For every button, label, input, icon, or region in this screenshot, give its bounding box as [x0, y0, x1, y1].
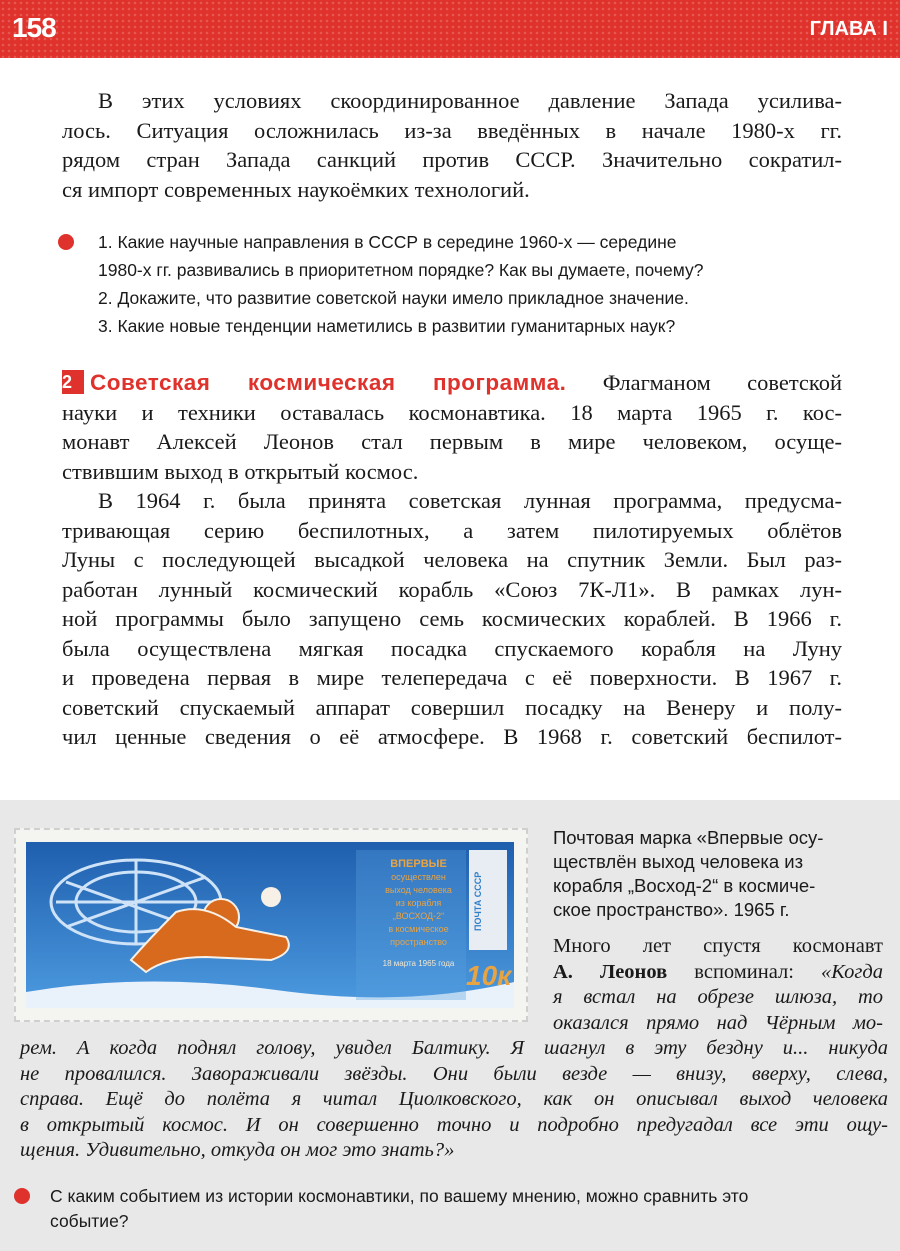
text-line: рядом стран Запада санкций против СССР. Значительно сократил-	[62, 147, 842, 172]
question-bullet	[14, 1188, 30, 1204]
chapter-label: ГЛАВА I	[809, 18, 888, 40]
text-line: ся импорт современных наукоёмких технологий.	[62, 176, 530, 202]
page-header	[0, 0, 900, 58]
stamp-text-line: ВПЕРВЫЕ	[390, 858, 447, 870]
text-line: работан лунный космический корабль «Союз 7К-Л1». В рамках лун-	[62, 576, 842, 602]
stamp-text-line: „ВОСХОД-2“	[392, 911, 445, 921]
section-2	[62, 368, 842, 486]
helmet-icon	[261, 887, 281, 907]
text-line: Луны с последующей высадкой человека на спутник Земли. Был раз-	[62, 547, 842, 572]
text-line: и проведена первая в мире телепередача с её поверхности. В 1967 г.	[62, 665, 842, 690]
quote-line: рем. А когда поднял голову, увидел Балтику. Я шагнул в эту бездну и... никуда	[20, 1037, 888, 1059]
text-line: ствившим выход в открытый космос.	[62, 458, 419, 484]
stamp-text-line: осуществлен	[391, 872, 446, 882]
stamp-value: 10к	[466, 960, 512, 991]
page-number: 158	[12, 12, 56, 43]
text-line: советский спускаемый аппарат совершил посадку на Венеру и полу-	[62, 694, 842, 720]
question-line: 1980-х гг. развивались в приоритетном порядке? Как вы думаете, почему?	[98, 260, 704, 280]
stamp-date: 18 марта 1965 года	[382, 959, 455, 968]
leonov-quote-intro	[553, 934, 883, 1036]
stamp-text	[371, 858, 466, 970]
text-line: ной программы было запущено семь космических кораблей. В 1966 г.	[62, 606, 842, 631]
quote-line: не провалился. Завораживали звёзды. Они были везде — внизу, вверху, слева,	[20, 1062, 888, 1085]
question-line: 1. Какие научные направления в СССР в середине 1960-х — середине	[98, 232, 677, 252]
caption-line: корабля „Восход-2“ в космиче-	[553, 875, 816, 896]
questions-block	[62, 228, 842, 340]
section-title: Советская космическая программа.	[90, 370, 567, 395]
stamp-artwork	[26, 842, 514, 1008]
postage-stamp	[14, 828, 528, 1022]
caption-line: ское пространство». 1965 г.	[553, 899, 790, 920]
text-line: монавт Алексей Леонов стал первым в мире человеком, осуще-	[62, 429, 842, 454]
quote-line: А. Леонов вспоминал: «Когда	[553, 960, 883, 983]
text-line: В этих условиях скоординированное давление Запада усилива-	[98, 88, 842, 113]
quote-line: в открытый космос. И он совершенно точно и подробно предугадал все эти ощу-	[20, 1113, 888, 1136]
quote-author: А. Леонов	[553, 960, 668, 983]
text-line: была осуществлена мягкая посадка спускаемого корабля на Луну	[62, 635, 842, 661]
text-line: науки и техники оставалась космонавтика. 18 марта 1965 г. кос-	[62, 399, 842, 425]
stamp-caption	[553, 826, 883, 922]
section-heading-line	[62, 368, 842, 398]
quote-line: я встал на обрезе шлюза, то	[553, 986, 883, 1008]
text-line: тривающая серию беспилотных, а затем пилотируемых облётов	[62, 517, 842, 543]
paragraph-lunar-program	[62, 486, 842, 752]
question-line: 2. Докажите, что развитие советской науки имело прикладное значение.	[98, 288, 689, 308]
text-line: чил ценные сведения о её атмосфере. В 1968 г. советский беспилот-	[62, 724, 842, 749]
quote-line: оказался прямо над Чёрным мо-	[553, 1011, 883, 1034]
intro-paragraph	[62, 86, 842, 204]
caption-line: Почтовая марка «Впервые осу-	[553, 827, 824, 848]
leonov-quote-body	[20, 1036, 888, 1164]
section-heading-rest: Флагманом советской	[602, 370, 842, 395]
stamp-text-line: пространство	[390, 937, 447, 947]
question-line: 3. Какие новые тенденции наметились в развитии гуманитарных наук?	[98, 316, 676, 336]
section-number: 2	[62, 370, 84, 394]
quote-line: щения. Удивительно, откуда он мог это знать?»	[20, 1139, 455, 1161]
quote-line: справа. Ещё до полёта я читал Циолковского, как он описывал выход человека	[20, 1088, 888, 1110]
stamp-text-line: в космическое	[388, 924, 449, 934]
quote-line: Много лет спустя космонавт	[553, 935, 883, 957]
question-line: С каким событием из истории космонавтики, по вашему мнению, можно сравнить это	[50, 1186, 749, 1206]
question-line: событие?	[50, 1211, 129, 1231]
caption-line: ществлён выход человека из	[553, 851, 804, 872]
text-line: лось. Ситуация осложнилась из-за введённых в начале 1980-х гг.	[62, 117, 842, 143]
stamp-vertical-label: ПОЧТА СССР	[473, 871, 483, 931]
stamp-text-line: выход человека	[385, 885, 452, 895]
stamp-text-line: из корабля	[395, 898, 442, 908]
final-question	[50, 1184, 890, 1234]
text-line: В 1964 г. была принята советская лунная программа, предусма-	[98, 488, 842, 513]
